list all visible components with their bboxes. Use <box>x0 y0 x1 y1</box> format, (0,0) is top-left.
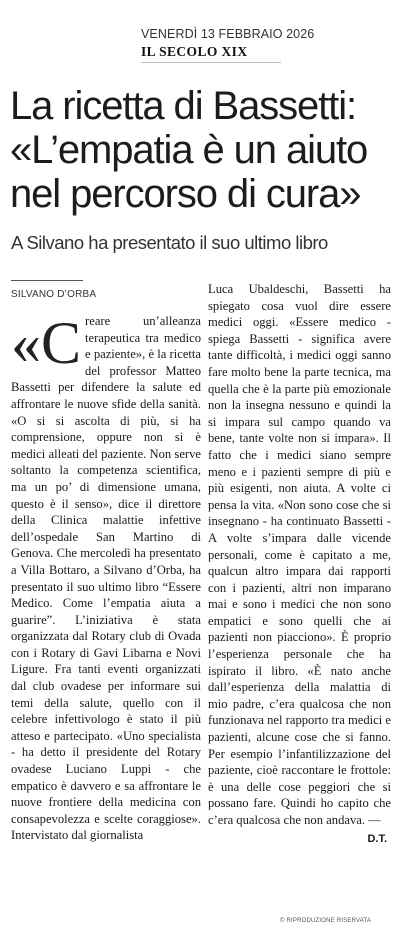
article-subhead: A Silvano ha presentato il suo ultimo libro <box>11 232 328 253</box>
newspaper-name: IL SECOLO XIX <box>141 44 248 59</box>
article-paragraph: Luca Ubaldeschi, Bassetti ha spiegato cosa vuol dire essere medici oggi. «Essere medico - spiega Bassetti - significa avere tante difficoltà, i medici oggi sanno fare molto bene la parte tecnica, ma quella che è la parte più emozionale non la insegna nessuno e quindi la si impara sul campo quando va bene, tante volte non si impara». Il fatto che i medici siano sempre meno e i pazienti sempre di più e più esigenti, non aiuta. A volte ci pensa la vita. «Non sono cose che si insegnano - ha continuato Bassetti - A volte s’impara dalle vicende personali, come è capitato a me, qualcun altro impara dai rapporti con i pazienti, altri non imparano mai e sono i medici che non sono empatici e sono quelli che ai pazienti non piacciono». È proprio l’esperienza personale che ha ispirato il libro. «È nato anche dall’esperienza della malattia di mio padre, c’era qualcosa che non funzionava nel rapporto tra medici e pazienti, alcune cose che si fanno. Per esempio l’infantilizzazione del paziente, cioè raccontare le frottole: è una delle cose peggiori che si possano fare. Quindi ho capito che c’era qualcosa che non andava. — <box>208 282 391 827</box>
article-column-right <box>208 281 391 847</box>
left-column-text: reare un’alleanza terapeutica tra medico e paziente», è la ricetta del professor Matteo Bassetti per difendere la salute ed affrontare le nuove sfide della sanità. «O si si ascolta di più, si ha comprensione, oppure non si è medici alleati del paziente. Non serve soltanto la competenza scientifica, ma un po’ di dimensione umana, questo è il senso», dice il direttore della Clinica malattie infettive dell’ospedale San Martino di Genova. Che mercoledì ha presentato a Villa Bottaro, a Silvano d’Orba, ha presentato il suo ultimo libro “Essere Medico. Come l’empatia aiuta a guarire”. L’iniziativa è stata organizzata dal Rotary club di Ovada con i Rotary di Gavi Libarna e Novi Ligure. Fra tanti eventi organizzati dal club ovadese per informare sui temi della salute, quello con il celebre infettivologo è stato il più atteso e partecipato. «Uno specialista - ha detto il presidente del Rotary ovadese Luciano Luppi - che empatico è davvero e sa affrontare le nuove frontiere della medicina con consapevolezza e scelte coraggiose». Intervistato dal giornalista <box>11 314 201 843</box>
headline-line: La ricetta di Bassetti: <box>10 84 356 128</box>
byline: SILVANO D’ORBA <box>11 289 97 300</box>
author-initials: D.T. <box>367 832 387 845</box>
drop-cap: «C <box>11 310 82 376</box>
masthead-divider <box>141 62 281 63</box>
issue-date: VENERDÌ 13 FEBBRAIO 2026 <box>141 27 315 41</box>
headline-line: nel percorso di cura» <box>10 172 361 216</box>
copyright-notice: © RIPRODUZIONE RISERVATA <box>280 918 372 924</box>
byline-divider <box>11 280 83 281</box>
article-paragraph <box>11 310 201 844</box>
article-headline <box>10 84 395 216</box>
headline-line: «L’empatia è un aiuto <box>10 128 368 172</box>
masthead <box>0 0 401 66</box>
article-column-left <box>11 310 201 844</box>
